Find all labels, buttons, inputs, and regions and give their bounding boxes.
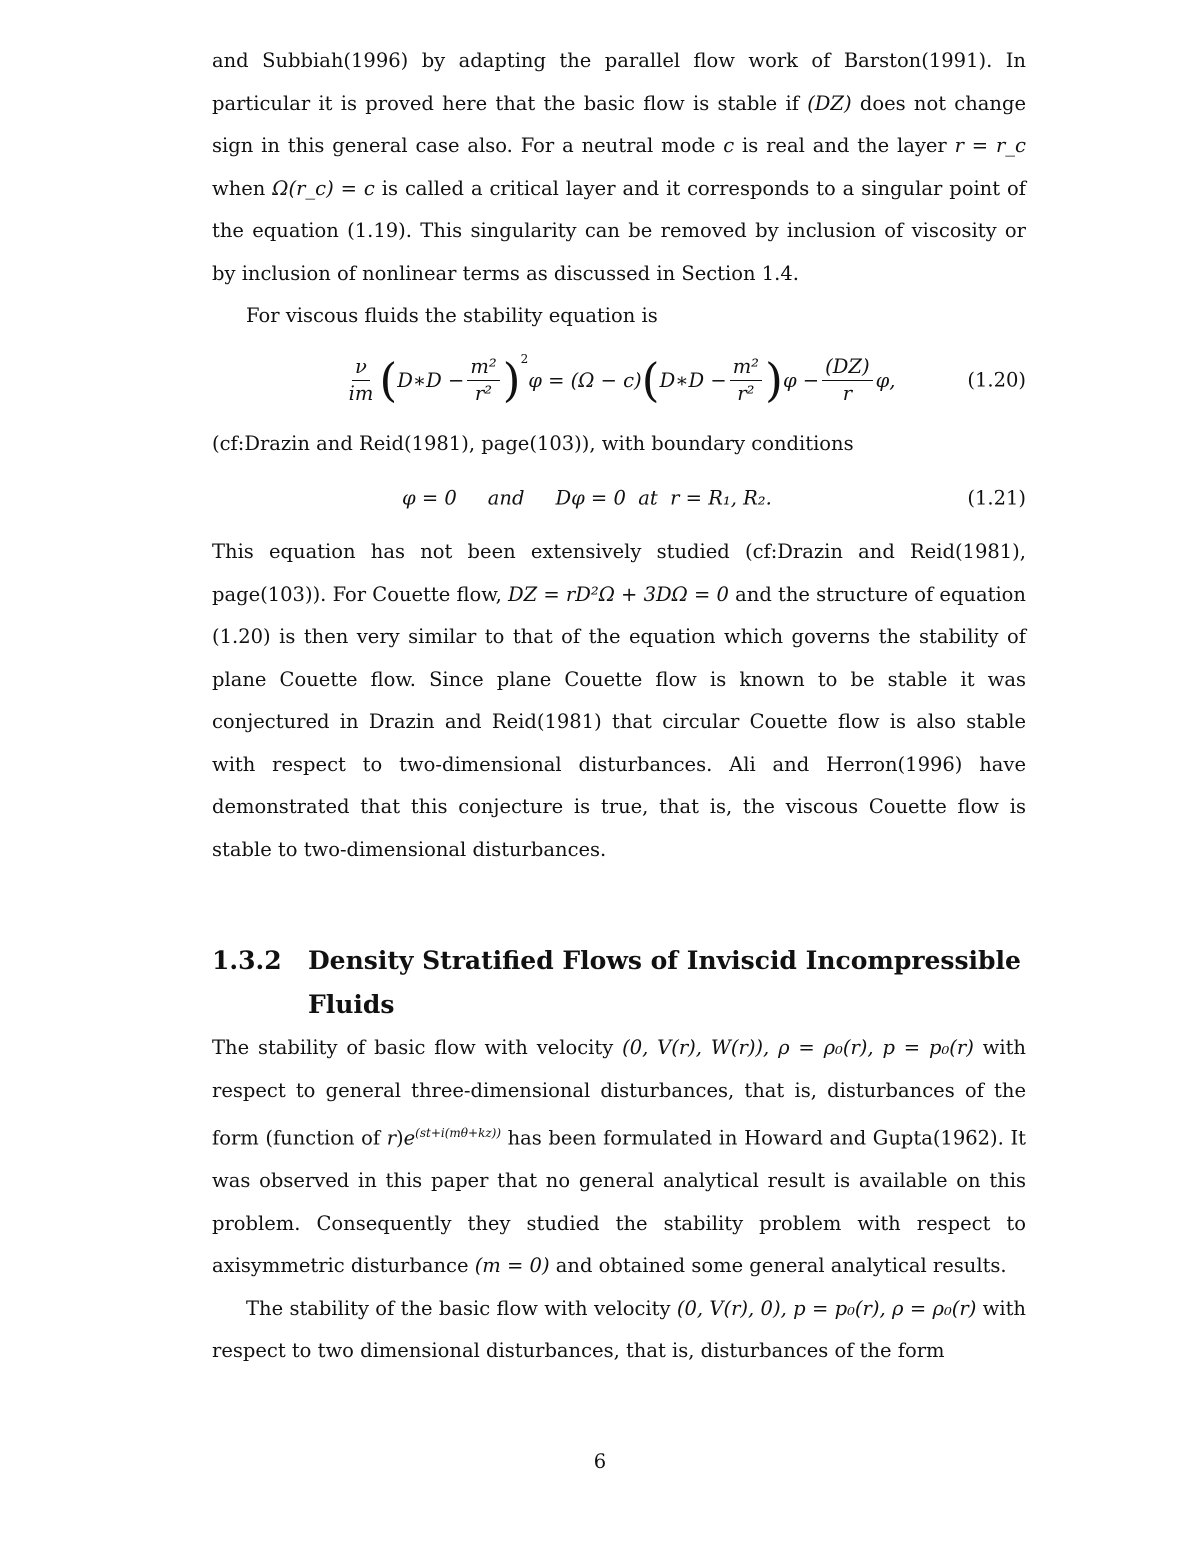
math-c: c xyxy=(723,134,735,157)
paragraph-4: This equation has not been extensively studied (cf:Drazin and Reid(1981), page(103)). For Couette flow, DZ = rD²Ω + 3DΩ = 0 and the structure of equation (1.20) is then very similar to that of the equation which governs the stability of plane Couette flow. Since plane Couette flow is known to be stable it was conjectured in Drazin and Reid(1981) that circular Couette flow is also stable with respect to two-dimensional disturbances. Ali and Herron(1996) have demonstrated that this conjecture is true, that is, the viscous Couette flow is stable to two-dimensional disturbances. xyxy=(212,540,1026,861)
paragraph-3: (cf:Drazin and Reid(1981), page(103)), with boundary conditions xyxy=(212,431,854,455)
paragraph-5: The stability of basic flow with velocity (0, V(r), W(r)), ρ = ρ₀(r), p = p₀(r) with respect to general three-dimensional disturbances, that is, disturbances of the form (function of $r)e^{(st+i(m\theta+kz))}$ has been formulated in Howard and Gupta(1962). It was observed in this paper that no general analytical result is available on this problem. Consequently they studied the stability problem with respect to axisymmetric disturbance (m = 0) and obtained some general analytical results. xyxy=(212,1036,1026,1277)
page-number: 6 xyxy=(593,1450,607,1473)
page-body xyxy=(212,40,1026,1373)
fraction-nu-over-im: $\frac{\nu}{im}$ xyxy=(348,354,374,405)
math-critical-radius: r = r_c xyxy=(954,134,1026,157)
equation-1-20: $\frac{\nu}{im}$ ( D∗D − $\frac{\text{m²}}{\text{r²}}$ ) $^2$ φ = (Ω − c) ( D∗D − $\frac{\text{m²}}{\text{r²}}$ ) φ − $\frac{(DZ)}{r}$ φ, (1.20) xyxy=(212,338,1026,423)
math-critical-condition: Ω(r_c) = c xyxy=(272,176,375,200)
paragraph-6: The stability of the basic flow with velocity (0, V(r), 0), p = p₀(r), ρ = ρ₀(r) with respect to two dimensional disturbances, that is, disturbances of the form xyxy=(212,1296,1026,1362)
paragraph-1: and Subbiah(1996) by adapting the parallel flow work of Barston(1991). In particular it is proved here that the basic flow is stable if (DZ) does not change sign in this general case also. For a neutral mode c is real and the layer r = r_c when Ω(r_c) = c is called a critical layer and it corresponds to a singular point of the equation (1.19). This singularity can be removed by inclusion of viscosity or by inclusion of nonlinear terms as discussed in Section 1.4. xyxy=(212,49,1026,285)
math-couette-condition: DZ = rD²Ω + 3DΩ = 0 xyxy=(508,582,729,606)
section-heading: 1.3.2 Density Stratified Flows of Inviscid Incompressible Fluids xyxy=(212,946,1021,1019)
math-basic-flow-2d: (0, V(r), 0), p = p₀(r), ρ = ρ₀(r) xyxy=(676,1296,977,1320)
math-dz: (DZ) xyxy=(807,91,852,115)
math-basic-flow: (0, V(r), W(r)), ρ = ρ₀(r), p = p₀(r) xyxy=(622,1036,974,1059)
equation-number: (1.21) xyxy=(967,486,1026,510)
equation-1-21: φ = 0 and Dφ = 0 at r = R₁, R₂. (1.21) xyxy=(402,486,1026,510)
paragraph-2: For viscous fluids the stability equation is xyxy=(246,304,658,327)
equation-number: (1.20) xyxy=(967,368,1026,392)
